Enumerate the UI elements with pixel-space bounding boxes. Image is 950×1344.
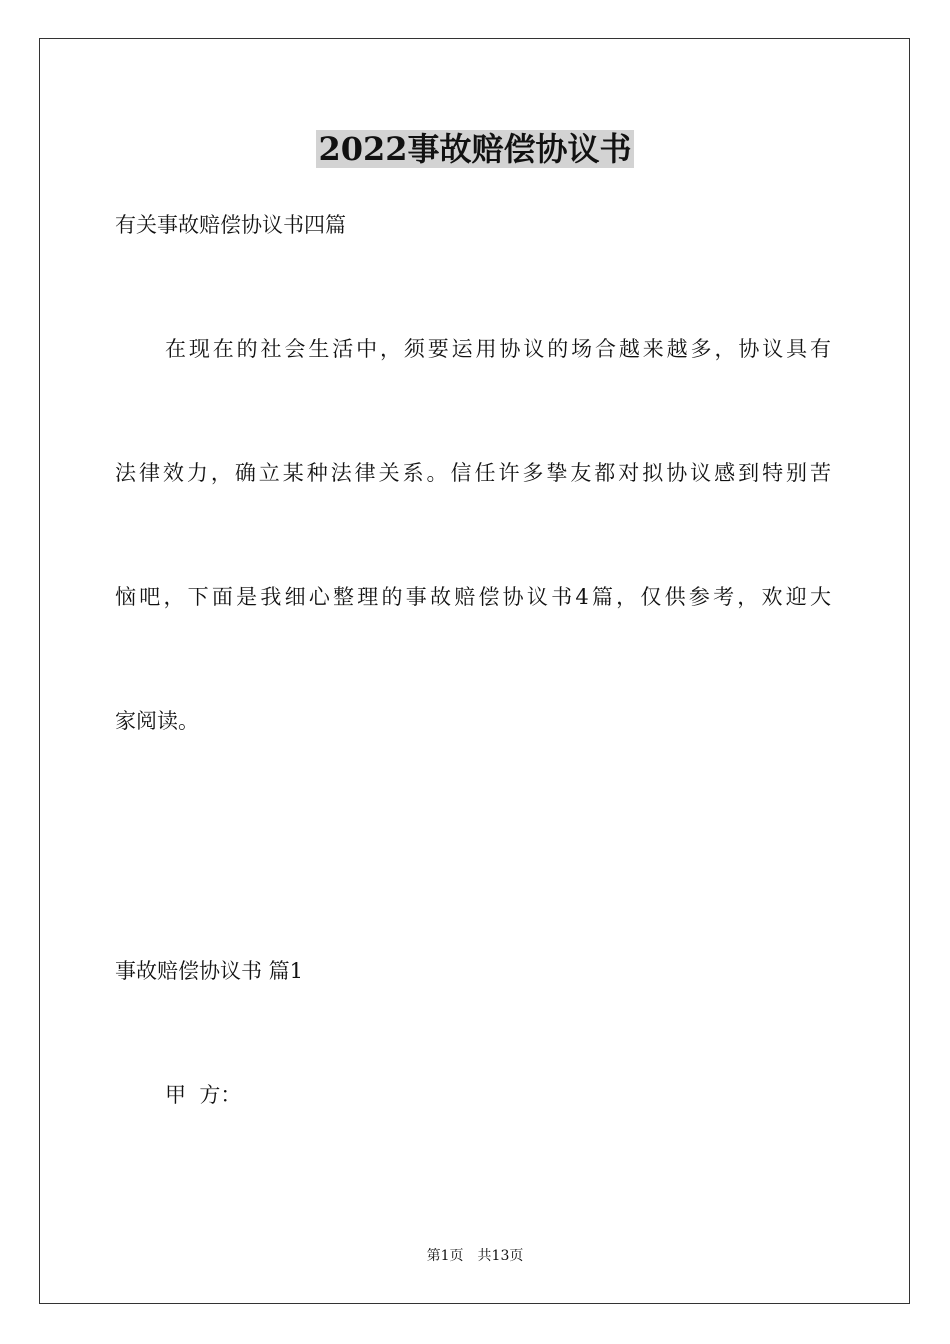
section-heading: 事故赔偿协议书 篇1 xyxy=(115,959,304,983)
document-title xyxy=(0,126,950,172)
page-footer xyxy=(0,1246,950,1266)
intro-paragraph-line-3: 恼吧，下面是我细心整理的事故赔偿协议书4篇，仅供参考，欢迎大 xyxy=(115,585,831,609)
page-number-current: 第1页 xyxy=(426,1248,464,1264)
page-number-total: 共13页 xyxy=(477,1248,524,1264)
document-title-text: 2022事故赔偿协议书 xyxy=(318,130,632,168)
document-subtitle: 有关事故赔偿协议书四篇 xyxy=(115,213,346,237)
party-a-label: 甲 方： xyxy=(165,1083,242,1107)
intro-paragraph-line-4: 家阅读。 xyxy=(115,709,199,733)
intro-paragraph-line-2: 法律效力，确立某种法律关系。信任许多挚友都对拟协议感到特别苦 xyxy=(115,461,831,485)
intro-paragraph-line-1: 在现在的社会生活中，须要运用协议的场合越来越多，协议具有 xyxy=(165,337,831,361)
